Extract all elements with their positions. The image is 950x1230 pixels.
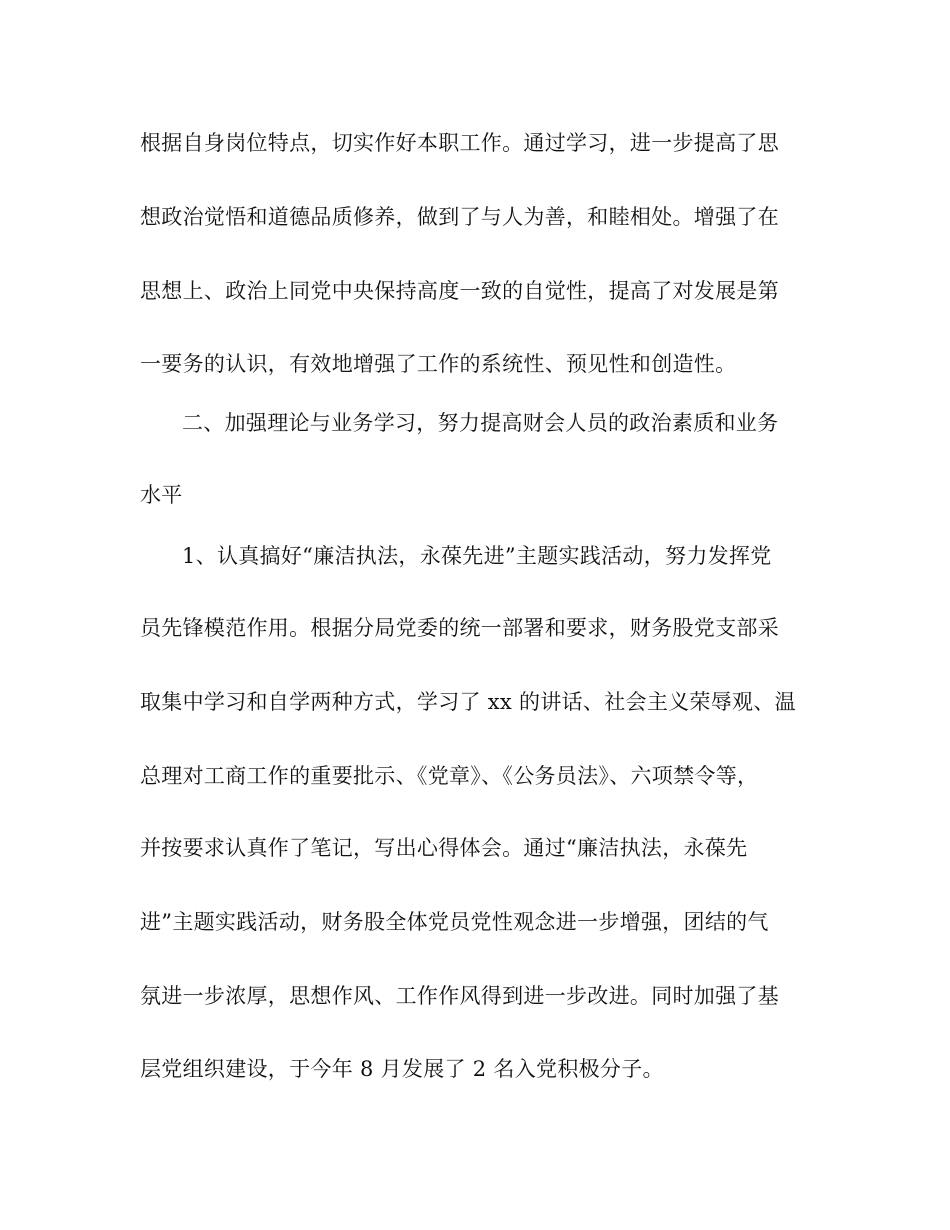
paragraph-line: 并按要求认真作了笔记，写出心得体会。通过“廉洁执法，永葆先 [140,836,748,860]
paragraph-line: 进”主题实践活动，财务股全体党员党性观念进一步增强，团结的气 [140,910,769,934]
paragraph-line: 一要务的认识，有效地增强了工作的系统性、预见性和创造性。 [140,352,737,376]
paragraph-line: 总理对工商工作的重要批示、《党章》、《公务员法》、六项禁令等， [140,764,759,788]
paragraph-line: 1、认真搞好“廉洁执法，永葆先进”主题实践活动，努力发挥党 [182,544,772,568]
paragraph-line: 取集中学习和自学两种方式，学习了 xx 的讲话、社会主义荣辱观、温 [140,690,796,714]
paragraph-line: 层党组织建设，于今年 8 月发展了 2 名入党积极分子。 [140,1057,664,1081]
paragraph-line: 想政治觉悟和道德品质修养，做到了与人为善，和睦相处。增强了在 [140,205,779,229]
paragraph-line: 思想上、政治上同党中央保持高度一致的自觉性，提高了对发展是第 [140,279,779,303]
paragraph-line: 根据自身岗位特点，切实作好本职工作。通过学习，进一步提高了思 [140,131,779,155]
paragraph-line: 员先锋模范作用。根据分局党委的统一部署和要求，财务股党支部采 [140,616,779,640]
section-heading-line: 二、加强理论与业务学习，努力提高财会人员的政治素质和业务 [182,411,779,435]
section-heading-line: 水平 [140,483,183,507]
paragraph-line: 氛进一步浓厚，思想作风、工作作风得到进一步改进。同时加强了基 [140,984,779,1008]
